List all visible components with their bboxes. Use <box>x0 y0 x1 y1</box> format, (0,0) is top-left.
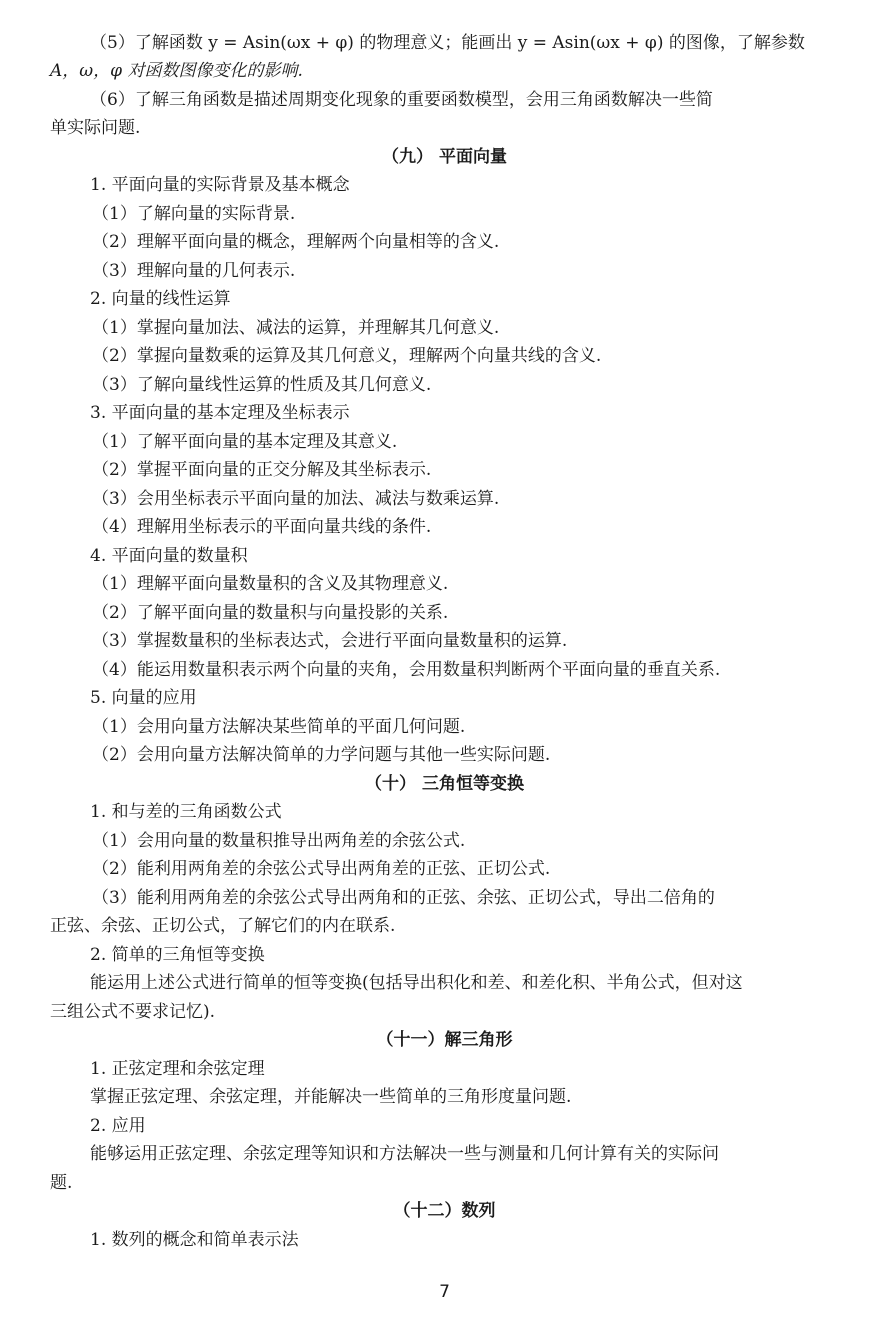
trig-item-6-line-2: 单实际问题. <box>50 118 141 138</box>
s11-topic-2: 2. 应用 <box>90 1116 146 1136</box>
s9-topic-5: 5. 向量的应用 <box>90 688 197 708</box>
section-10-heading: （十） 三角恒等变换 <box>365 774 524 794</box>
s9-topic-3: 3. 平面向量的基本定理及坐标表示 <box>90 403 350 423</box>
s9-topic-2-item-2: （2）掌握向量数乘的运算及其几何意义，理解两个向量共线的含义. <box>92 346 602 366</box>
s10-topic-1: 1. 和与差的三角函数公式 <box>90 802 282 822</box>
s9-topic-1: 1. 平面向量的实际背景及基本概念 <box>90 175 350 195</box>
s10-topic-2-body-line-2: 三组公式不要求记忆). <box>50 1002 216 1022</box>
s9-topic-3-item-4: （4）理解用坐标表示的平面向量共线的条件. <box>92 517 432 537</box>
s10-topic-1-item-1: （1）会用向量的数量积推导出两角差的余弦公式. <box>92 831 466 851</box>
section-9-heading: （九） 平面向量 <box>382 147 507 167</box>
s9-topic-1-item-2: （2）理解平面向量的概念，理解两个向量相等的含义. <box>92 232 500 252</box>
s9-topic-2-item-1: （1）掌握向量加法、减法的运算，并理解其几何意义. <box>92 318 500 338</box>
s10-topic-2-body-line-1: 能运用上述公式进行简单的恒等变换(包括导出积化和差、和差化积、半角公式，但对这 <box>90 973 743 993</box>
s9-topic-1-item-3: （3）理解向量的几何表示. <box>92 261 296 281</box>
trig-item-5-line-2: A，ω，φ 对函数图像变化的影响. <box>50 61 303 81</box>
s9-topic-4-item-4: （4）能运用数量积表示两个向量的夹角，会用数量积判断两个平面向量的垂直关系. <box>92 660 721 680</box>
s10-topic-2: 2. 简单的三角恒等变换 <box>90 945 265 965</box>
trig-item-6-line-1: （6）了解三角函数是描述周期变化现象的重要函数模型，会用三角函数解决一些简 <box>90 90 713 110</box>
s11-topic-1-body: 掌握正弦定理、余弦定理，并能解决一些简单的三角形度量问题. <box>90 1087 572 1107</box>
s9-topic-3-item-2: （2）掌握平面向量的正交分解及其坐标表示. <box>92 460 432 480</box>
s11-topic-1: 1. 正弦定理和余弦定理 <box>90 1059 265 1079</box>
section-11-heading: （十一）解三角形 <box>376 1030 513 1050</box>
s9-topic-3-item-3: （3）会用坐标表示平面向量的加法、减法与数乘运算. <box>92 489 500 509</box>
s9-topic-2: 2. 向量的线性运算 <box>90 289 231 309</box>
section-12-heading: （十二）数列 <box>393 1201 496 1221</box>
s9-topic-4-item-1: （1）理解平面向量数量积的含义及其物理意义. <box>92 574 449 594</box>
s10-topic-1-item-3-line-2: 正弦、余弦、正切公式，了解它们的内在联系. <box>50 916 396 936</box>
s9-topic-5-item-2: （2）会用向量方法解决简单的力学问题与其他一些实际问题. <box>92 745 551 765</box>
s9-topic-4-item-2: （2）了解平面向量的数量积与向量投影的关系. <box>92 603 449 623</box>
s12-topic-1: 1. 数列的概念和简单表示法 <box>90 1230 299 1250</box>
s11-topic-2-body-line-1: 能够运用正弦定理、余弦定理等知识和方法解决一些与测量和几何计算有关的实际问 <box>90 1144 719 1164</box>
s9-topic-2-item-3: （3）了解向量线性运算的性质及其几何意义. <box>92 375 432 395</box>
s11-topic-2-body-line-2: 题. <box>50 1173 73 1193</box>
s9-topic-4-item-3: （3）掌握数量积的坐标表达式，会进行平面向量数量积的运算. <box>92 631 568 651</box>
s9-topic-1-item-1: （1）了解向量的实际背景. <box>92 204 296 224</box>
page-number: 7 <box>439 1282 450 1302</box>
s9-topic-4: 4. 平面向量的数量积 <box>90 546 248 566</box>
s9-topic-5-item-1: （1）会用向量方法解决某些简单的平面几何问题. <box>92 717 466 737</box>
s10-topic-1-item-3-line-1: （3）能利用两角差的余弦公式导出两角和的正弦、余弦、正切公式，导出二倍角的 <box>92 888 715 908</box>
s9-topic-3-item-1: （1）了解平面向量的基本定理及其意义. <box>92 432 398 452</box>
s10-topic-1-item-2: （2）能利用两角差的余弦公式导出两角差的正弦、正切公式. <box>92 859 551 879</box>
trig-item-5-line-1: （5）了解函数 y = Asin(ωx + φ) 的物理意义；能画出 y = Asin(ωx + φ) 的图像，了解参数 <box>90 33 805 53</box>
